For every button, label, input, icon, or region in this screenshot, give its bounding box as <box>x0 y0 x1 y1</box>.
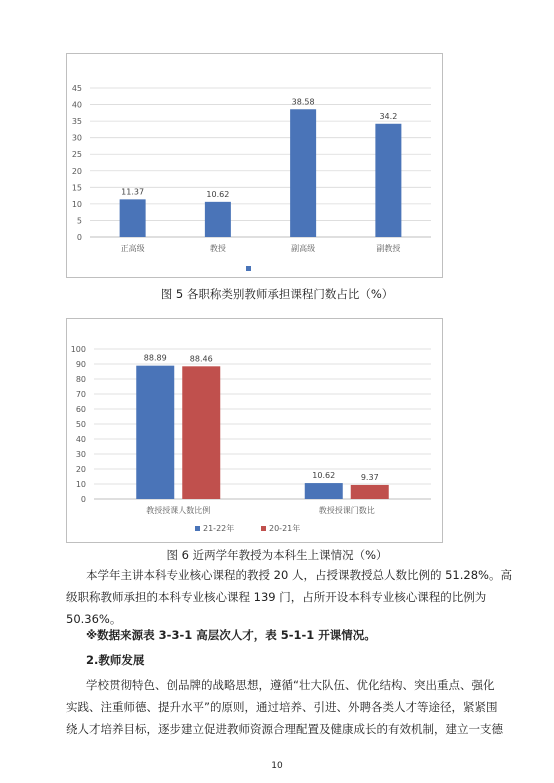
legend-swatch <box>261 526 266 531</box>
y-tick-label: 20 <box>75 465 86 474</box>
bar <box>120 199 146 237</box>
legend-swatch <box>246 266 251 271</box>
x-tick-label: 教授授课人数比例 <box>146 506 211 515</box>
paragraph-line: 实践、注重师德、提升水平”的原则，通过培养、引进、外聘各类人才等途径，紧紧围 <box>66 700 498 714</box>
y-tick-label: 15 <box>71 183 82 193</box>
page-number: 10 <box>271 761 283 771</box>
legend-label: 20-21年 <box>269 524 301 533</box>
paragraph-teacher-development <box>66 674 503 740</box>
section-heading: 2.教师发展 <box>86 653 145 667</box>
y-tick-label: 0 <box>80 495 86 504</box>
x-tick-label: 正高级 <box>120 244 145 253</box>
y-tick-label: 50 <box>75 420 86 429</box>
y-tick-label: 35 <box>71 117 82 127</box>
paragraph-core-courses <box>66 564 512 630</box>
data-label: 88.89 <box>143 353 167 363</box>
y-tick-label: 100 <box>70 345 86 354</box>
paragraph-line: 学校贯彻特色、创品牌的战略思想，遵循“壮大队伍、优化结构、突出重点、强化 <box>86 678 495 692</box>
data-source-note: ※数据来源表 3-3-1 高层次人才，表 5-1-1 开课情况。 <box>86 628 376 642</box>
data-label: 38.58 <box>291 97 315 107</box>
y-tick-label: 80 <box>75 375 86 384</box>
x-tick-label: 副高级 <box>291 244 316 253</box>
x-tick-label: 教授授课门数比 <box>318 506 375 515</box>
y-tick-label: 30 <box>75 450 86 459</box>
figure6-caption: 图 6 近两学年教授为本科生上课情况（%） <box>166 548 388 562</box>
figure5-caption: 图 5 各职称类别教师承担课程门数占比（%） <box>160 287 394 301</box>
data-label: 9.37 <box>360 472 379 482</box>
figure6-chart <box>66 318 443 543</box>
figure6-svg <box>67 319 442 542</box>
bar <box>290 109 316 237</box>
bar <box>136 366 174 499</box>
bar <box>375 124 401 237</box>
bar <box>305 483 343 499</box>
y-tick-label: 10 <box>75 480 86 489</box>
data-label: 10.62 <box>312 471 336 481</box>
data-label: 34.2 <box>379 111 398 121</box>
x-tick-label: 副教授 <box>376 244 401 253</box>
paragraph-line: 本学年主讲本科专业核心课程的教授 20 人，占授课教授总人数比例的 51.28%。高 <box>86 568 512 582</box>
y-tick-label: 10 <box>71 199 82 209</box>
paragraph-line: 50.36%。 <box>66 612 122 626</box>
legend-swatch <box>195 526 200 531</box>
x-tick-label: 教授 <box>209 244 226 253</box>
data-label: 88.46 <box>189 354 213 364</box>
y-tick-label: 5 <box>76 216 82 226</box>
y-tick-label: 20 <box>71 166 82 176</box>
y-tick-label: 70 <box>75 390 86 399</box>
paragraph-line: 级职称教师承担的本科专业核心课程 139 门，占所开设本科专业核心课程的比例为 <box>66 590 487 604</box>
y-tick-label: 40 <box>75 435 86 444</box>
y-tick-label: 25 <box>71 150 82 160</box>
data-label: 10.62 <box>206 189 230 199</box>
figure5-svg <box>67 54 442 277</box>
y-tick-label: 40 <box>71 100 82 110</box>
y-tick-label: 90 <box>75 360 86 369</box>
y-tick-label: 60 <box>75 405 86 414</box>
figure5-chart <box>66 53 443 278</box>
y-tick-label: 45 <box>71 84 82 93</box>
bar <box>205 202 231 237</box>
data-label: 11.37 <box>121 187 145 197</box>
legend-label: 21-22年 <box>203 524 235 533</box>
y-tick-label: 30 <box>71 133 82 143</box>
bar <box>182 366 220 499</box>
y-tick-label: 0 <box>76 233 82 242</box>
bar <box>351 485 389 499</box>
paragraph-line: 绕人才培养目标，逐步建立促进教师资源合理配置及健康成长的有效机制，建立一支德 <box>66 722 503 736</box>
